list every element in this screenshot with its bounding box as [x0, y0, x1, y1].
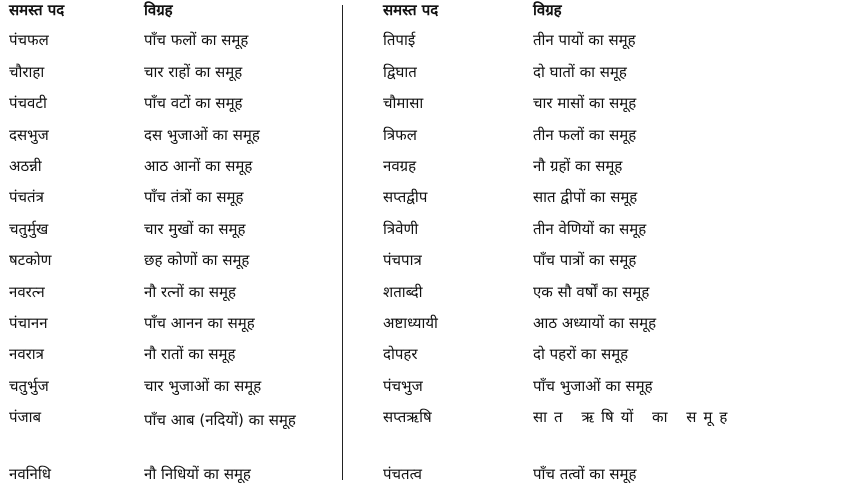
left-vigrah-cell: पाँच वटों का समूह [144, 94, 243, 112]
right-vigrah-cell: तीन वेणियों का समूह [533, 220, 647, 238]
right-compound-cell: नवग्रह [383, 157, 417, 175]
table-row [0, 463, 845, 494]
left-compound-cell: पंचवटी [9, 94, 47, 112]
right-vigrah-cell: पाँच भुजाओं का समूह [533, 377, 653, 395]
table-row [0, 29, 845, 60]
left-compound-cell: चतुर्भुज [9, 377, 49, 395]
left-vigrah-cell: आठ आनों का समूह [144, 157, 253, 175]
left-compound-cell: चौराहा [9, 63, 45, 81]
left-compound-cell: पंचफल [9, 31, 49, 49]
right-vigrah-cell: सात ऋषियों का समूह [533, 408, 735, 426]
left-vigrah-cell: पाँच आनन का समूह [144, 314, 255, 332]
table-row [0, 92, 845, 123]
right-compound-cell: पंचपात्र [383, 251, 422, 269]
left-compound-cell: नवरत्न [9, 283, 45, 301]
right-vigrah-cell: दो घातों का समूह [533, 63, 627, 81]
right-compound-cell: द्विघात [383, 63, 417, 81]
left-compound-cell: पंचतंत्र [9, 188, 44, 206]
table-row [0, 124, 845, 155]
header-right-compound: समस्त पद [383, 1, 439, 19]
table-row [0, 343, 845, 374]
right-compound-cell: त्रिवेणी [383, 220, 419, 238]
left-vigrah-cell: पाँच फलों का समूह [144, 31, 249, 49]
right-compound-cell: त्रिफल [383, 126, 417, 144]
left-compound-cell: अठन्नी [9, 157, 42, 175]
table-row [0, 186, 845, 217]
table-row [0, 218, 845, 249]
right-compound-cell: सप्तद्वीप [383, 188, 428, 206]
left-compound-cell: नवरात्र [9, 345, 44, 363]
right-compound-cell: पंचतत्व [383, 465, 422, 483]
right-vigrah-cell: आठ अध्यायों का समूह [533, 314, 657, 332]
left-compound-cell: पंजाब [9, 408, 42, 426]
table-row [0, 155, 845, 186]
left-vigrah-cell: नौ रत्नों का समूह [144, 283, 236, 301]
right-vigrah-cell: सात द्वीपों का समूह [533, 188, 638, 206]
right-compound-cell: दोपहर [383, 345, 418, 363]
right-compound-cell: सप्तऋषि [383, 408, 432, 426]
right-vigrah-cell: पाँच पात्रों का समूह [533, 251, 637, 269]
header-left-vigrah: विग्रह [144, 1, 173, 19]
table-row [0, 406, 845, 437]
left-vigrah-cell: छह कोणों का समूह [144, 251, 250, 269]
right-compound-cell: चौमासा [383, 94, 424, 112]
right-vigrah-cell: पाँच तत्वों का समूह [533, 465, 637, 483]
right-vigrah-cell: चार मासों का समूह [533, 94, 637, 112]
right-compound-cell: अष्टाध्यायी [383, 314, 438, 332]
header-right-vigrah: विग्रह [533, 1, 562, 19]
table-row [0, 249, 845, 280]
right-vigrah-cell: एक सौ वर्षों का समूह [533, 283, 650, 301]
left-vigrah-cell: पाँच आब (नदियों) का समूह [144, 411, 296, 429]
left-compound-cell: दसभुज [9, 126, 49, 144]
left-compound-cell: पंचानन [9, 314, 48, 332]
left-vigrah-cell: चार मुखों का समूह [144, 220, 246, 238]
left-vigrah-cell: चार राहों का समूह [144, 63, 243, 81]
header-left-compound: समस्त पद [9, 1, 65, 19]
right-vigrah-cell: तीन पायों का समूह [533, 31, 636, 49]
right-vigrah-cell: तीन फलों का समूह [533, 126, 637, 144]
left-vigrah-cell: चार भुजाओं का समूह [144, 377, 262, 395]
left-compound-cell: षटकोण [9, 251, 52, 269]
left-vigrah-cell: पाँच तंत्रों का समूह [144, 188, 244, 206]
table-row [0, 281, 845, 312]
left-vigrah-cell: दस भुजाओं का समूह [144, 126, 260, 144]
left-vigrah-cell: नौ निधियों का समूह [144, 465, 251, 483]
right-compound-cell: तिपाई [383, 31, 416, 49]
table-row [0, 375, 845, 406]
table-row [0, 61, 845, 92]
right-compound-cell: पंचभुज [383, 377, 423, 395]
right-vigrah-cell: नौ ग्रहों का समूह [533, 157, 623, 175]
right-vigrah-cell: दो पहरों का समूह [533, 345, 629, 363]
table-row [0, 312, 845, 343]
left-compound-cell: चतुर्मुख [9, 220, 49, 238]
left-compound-cell: नवनिधि [9, 465, 51, 483]
left-vigrah-cell: नौ रातों का समूह [144, 345, 236, 363]
right-compound-cell: शताब्दी [383, 283, 423, 301]
